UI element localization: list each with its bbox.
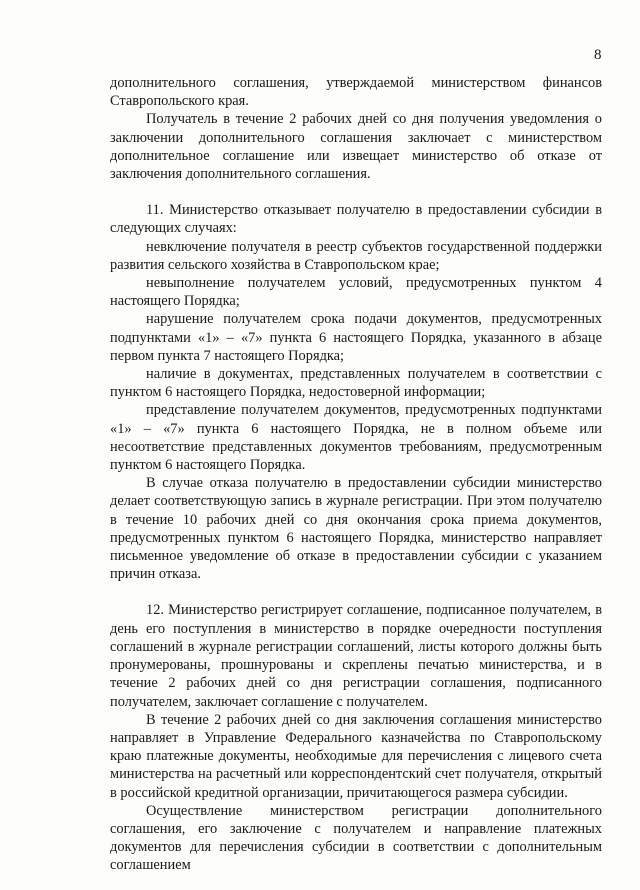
paragraph: Осуществление министерством регистрации дополнительного соглашения, его заключение с получателем и направление платежных документов для перечисления субсидии в соответствии с дополнительным соглашением	[110, 802, 602, 874]
paragraph: Получатель в течение 2 рабочих дней со дня получения уведомления о заключении дополнительного соглашения заключает с министерством дополнительное соглашение или извещает министерство об отказе от заключения дополнительного соглашения.	[110, 111, 602, 183]
section-11-heading-paragraph: 11. Министерство отказывает получателю в предоставлении субсидии в следующих случаях:	[110, 202, 602, 237]
paragraph: представление получателем документов, предусмотренных подпунктами «1» – «7» пункта 6 настоящего Порядка, не в полном объеме или несоответствие представленных документов требованиям, предусмотренным пунктом 6 настоящего Порядка.	[110, 402, 602, 474]
paragraph: В течение 2 рабочих дней со дня заключения соглашения министерство направляет в Управление Федерального казначейства по Ставропольскому краю платежные документы, необходимые для перечисления с лицевого счета министерства на расчетный или корреспондентский счет получателя, открытый в российской кредитной организации, причитающегося размера субсидии.	[110, 711, 602, 801]
paragraph-gap	[110, 183, 602, 201]
paragraph: наличие в документах, представленных получателем в соответствии с пунктом 6 настоящего Порядка, недостоверной информации;	[110, 366, 602, 401]
paragraph-gap	[110, 583, 602, 601]
paragraph: В случае отказа получателю в предоставлении субсидии министерство делает соответствующую запись в журнале регистрации. При этом получателю в течение 10 рабочих дней со дня окончания срока приема документов, предусмотренных пунктом 6 настоящего Порядка, министерство направляет письменное уведомление об отказе в предоставлении субсидии с указанием причин отказа.	[110, 475, 602, 583]
section-12-heading-paragraph: 12. Министерство регистрирует соглашение, подписанное получателем, в день его поступления в министерство в порядке очередности поступления соглашений в журнале регистрации соглашений, листы которого должны быть пронумерованы, прошнурованы и скреплены печатью министерства, и в течение 2 рабочих дней со дня регистрации соглашения, подписанного получателем, заключает соглашение с получателем.	[110, 602, 602, 710]
paragraph: невключение получателя в реестр субъектов государственной поддержки развития сельского хозяйства в Ставропольском крае;	[110, 238, 602, 273]
paragraph: дополнительного соглашения, утверждаемой министерством финансов Ставропольского края.	[110, 75, 602, 110]
paragraph: невыполнение получателем условий, предусмотренных пунктом 4 настоящего Порядка;	[110, 275, 602, 310]
paragraph: нарушение получателем срока подачи документов, предусмотренных подпунктами «1» – «7» пункта 6 настоящего Порядка, указанного в абзаце первом пункта 7 настоящего Порядка;	[110, 311, 602, 364]
document-body	[110, 74, 602, 875]
page-number: 8	[594, 47, 602, 63]
